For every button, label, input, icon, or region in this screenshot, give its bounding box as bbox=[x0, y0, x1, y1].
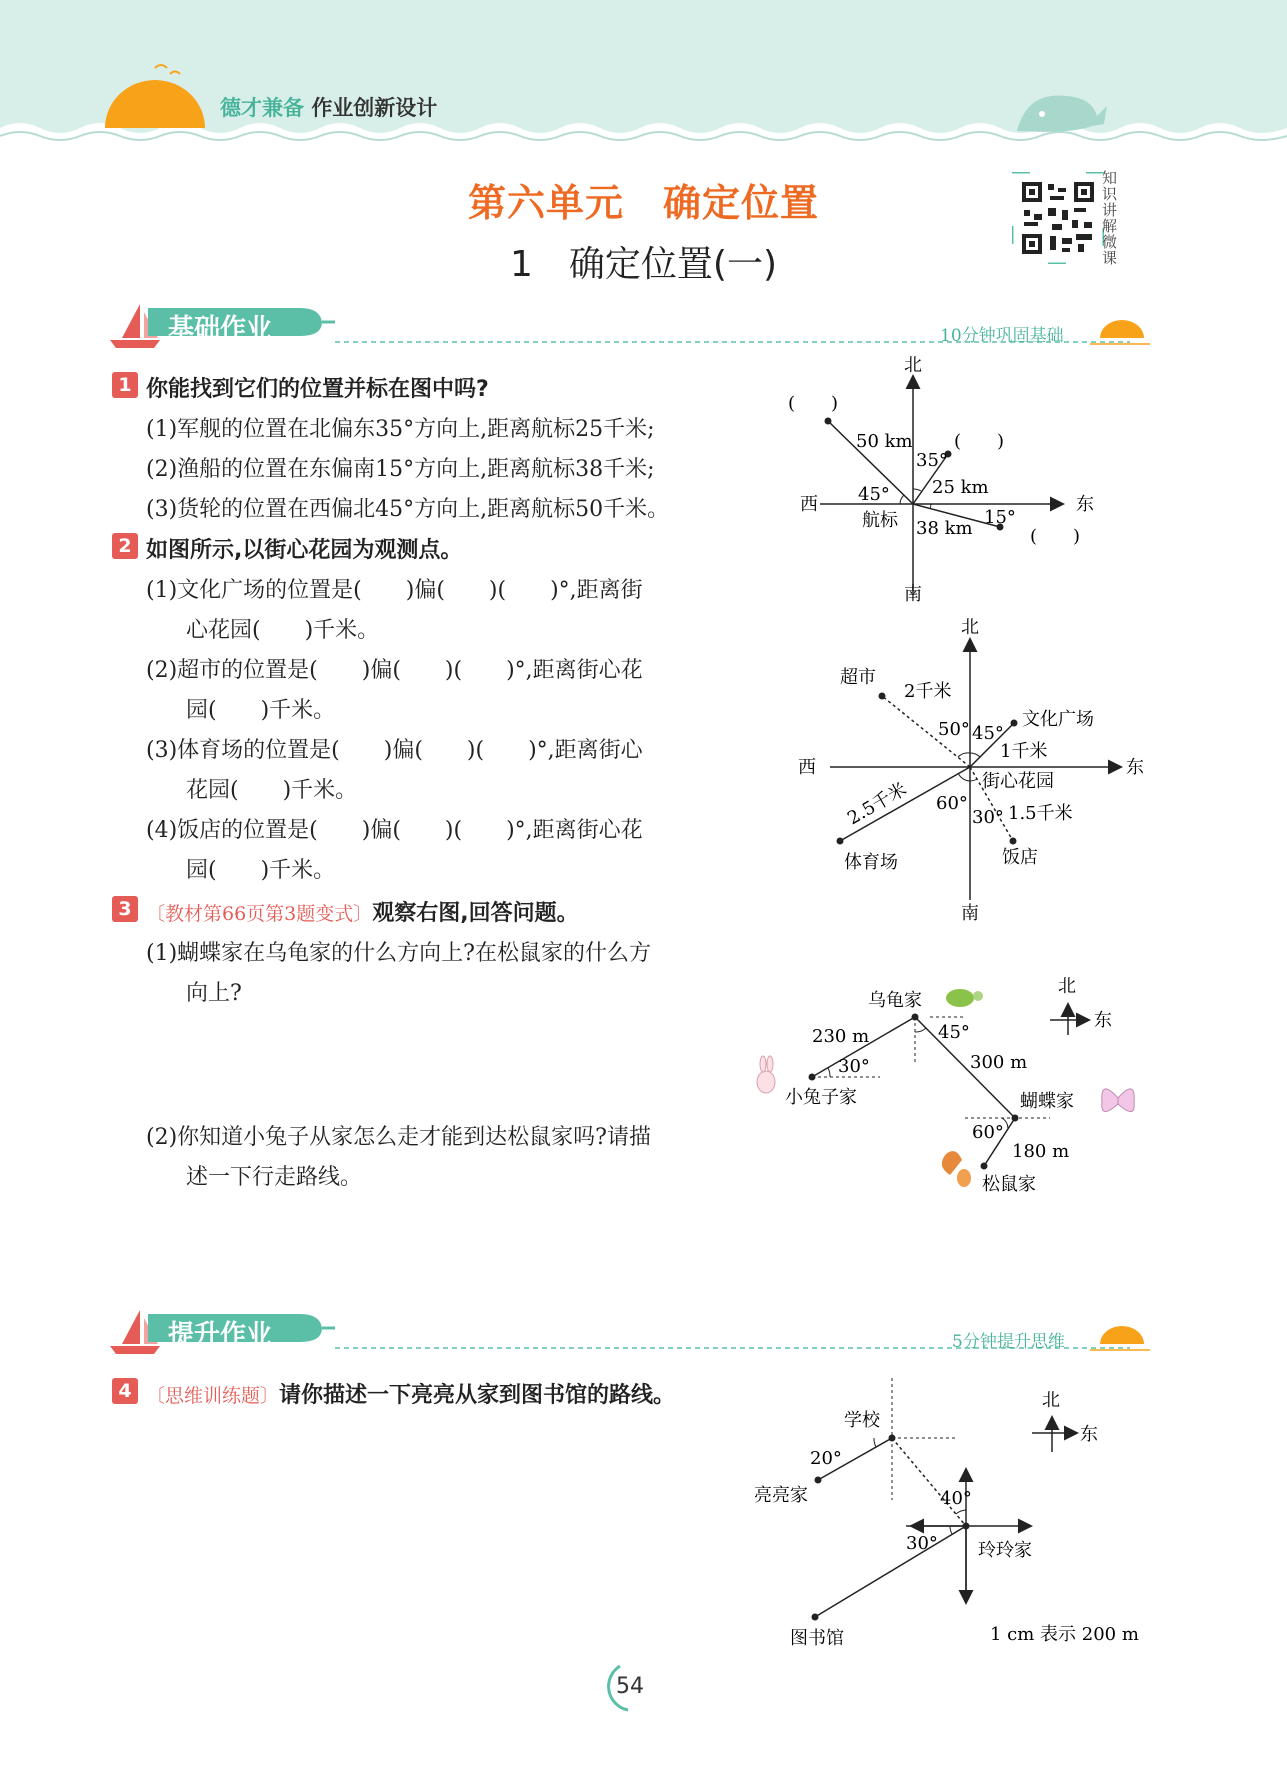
brand bbox=[220, 92, 437, 122]
question-item: (2)超市的位置是( )偏( )( )°,距离街心花 bbox=[146, 658, 643, 683]
question-item: (2)你知道小兔子从家怎么走才能到达松鼠家吗?请描 bbox=[146, 1125, 651, 1150]
butterfly-icon bbox=[1102, 1089, 1134, 1112]
point-rabbit bbox=[809, 1074, 816, 1081]
point-freighter bbox=[825, 418, 832, 425]
question-title bbox=[146, 1378, 675, 1409]
label-north: 北 bbox=[904, 355, 922, 376]
point-culture bbox=[1011, 720, 1018, 727]
question-item: 心花园( )千米。 bbox=[186, 618, 380, 643]
question-item: 园( )千米。 bbox=[186, 858, 336, 883]
label-restaurant: 饭店 bbox=[1002, 847, 1038, 868]
label-d25: 25 km bbox=[932, 477, 989, 498]
figure-1 bbox=[780, 355, 1110, 605]
qr-code-icon[interactable] bbox=[1012, 172, 1104, 264]
page-number: 54 bbox=[616, 1674, 644, 1699]
question-item: 向上? bbox=[186, 981, 242, 1006]
rabbit-icon bbox=[757, 1056, 775, 1093]
qr-label: 知识讲解微课 bbox=[1102, 169, 1118, 267]
point-library bbox=[812, 1614, 819, 1621]
label-stadium: 体育场 bbox=[844, 852, 898, 873]
section-note-advanced: 5分钟提升思维 bbox=[952, 1332, 1065, 1352]
label-center: 航标 bbox=[862, 510, 898, 531]
figure-2 bbox=[790, 615, 1150, 925]
label-d180: 180 m bbox=[1012, 1141, 1070, 1162]
question-item: (1)蝴蝶家在乌龟家的什么方向上?在松鼠家的什么方 bbox=[146, 941, 651, 966]
label-d50: 50 km bbox=[856, 431, 913, 452]
section-label-basic: 基础作业 bbox=[168, 314, 273, 344]
answer-blank[interactable]: ( ) bbox=[1030, 526, 1081, 547]
question-item: 园( )千米。 bbox=[186, 698, 336, 723]
label-a40: 40° bbox=[940, 1488, 972, 1509]
label-center: 街心花园 bbox=[982, 771, 1054, 792]
label-culture: 文化广场 bbox=[1022, 709, 1094, 730]
label-d1: 1千米 bbox=[1000, 741, 1048, 762]
label-a20: 20° bbox=[810, 1448, 842, 1469]
label-a30: 30° bbox=[838, 1056, 870, 1077]
section-note-basic: 10分钟巩固基础 bbox=[940, 326, 1064, 346]
label-a50: 50° bbox=[938, 719, 970, 740]
question-item: (1)军舰的位置在北偏东35°方向上,距离航标25千米; bbox=[146, 417, 655, 442]
question-number: 3 bbox=[112, 896, 138, 922]
label-d15: 1.5千米 bbox=[1008, 803, 1073, 824]
point-liangliang bbox=[815, 1477, 822, 1484]
question-tag: 〔教材第66页第3题变式〕 bbox=[146, 903, 373, 925]
question-item: 述一下行走路线。 bbox=[186, 1165, 363, 1190]
point-restaurant bbox=[1010, 838, 1017, 845]
label-east: 东 bbox=[1076, 494, 1094, 515]
brand-text: 作业创新设计 bbox=[311, 96, 438, 120]
label-library: 图书馆 bbox=[790, 1628, 844, 1649]
path-school-lingling bbox=[892, 1438, 966, 1526]
question-item: (3)货轮的位置在西偏北45°方向上,距离航标50千米。 bbox=[146, 497, 670, 522]
label-south: 南 bbox=[904, 584, 922, 605]
point-school bbox=[889, 1435, 896, 1442]
question-item: 花园( )千米。 bbox=[186, 778, 358, 803]
label-west: 西 bbox=[800, 494, 818, 515]
question-number: 2 bbox=[112, 533, 138, 559]
label-turtle: 乌龟家 bbox=[868, 990, 922, 1011]
label-a30: 30° bbox=[972, 807, 1004, 828]
label-north: 北 bbox=[1042, 1390, 1060, 1411]
question-item: (1)文化广场的位置是( )偏( )( )°,距离街 bbox=[146, 578, 643, 603]
label-rabbit: 小兔子家 bbox=[785, 1087, 857, 1108]
label-a35: 35° bbox=[916, 450, 948, 471]
point-supermarket bbox=[879, 693, 886, 700]
whale-icon bbox=[1012, 76, 1112, 136]
label-a45: 45° bbox=[938, 1022, 970, 1043]
question-tag: 〔思维训练题〕 bbox=[146, 1385, 280, 1407]
label-scale: 1 cm 表示 200 m bbox=[990, 1624, 1139, 1645]
question-title bbox=[146, 896, 579, 927]
label-supermarket: 超市 bbox=[840, 667, 876, 688]
label-a30: 30° bbox=[906, 1533, 938, 1554]
label-d25: 2.5千米 bbox=[844, 778, 911, 830]
label-east: 东 bbox=[1094, 1010, 1112, 1031]
figure-4 bbox=[740, 1370, 1150, 1660]
label-d300: 300 m bbox=[970, 1052, 1028, 1073]
label-lingling: 玲玲家 bbox=[978, 1540, 1032, 1561]
question-number: 1 bbox=[112, 372, 138, 398]
label-d230: 230 m bbox=[812, 1026, 870, 1047]
sun-logo-icon bbox=[100, 60, 210, 132]
figure-3 bbox=[750, 970, 1150, 1200]
label-a15: 15° bbox=[984, 507, 1016, 528]
unit-title: 第六单元 确定位置 bbox=[467, 181, 819, 225]
question-item: (2)渔船的位置在东偏南15°方向上,距离航标38千米; bbox=[146, 457, 655, 482]
question-number: 4 bbox=[112, 1378, 138, 1404]
lesson-title: 1 确定位置(一) bbox=[510, 244, 777, 285]
point-turtle bbox=[912, 1014, 919, 1021]
question-title: 你能找到它们的位置并标在图中吗? bbox=[146, 377, 489, 402]
label-east: 东 bbox=[1080, 1424, 1098, 1445]
label-north: 北 bbox=[961, 617, 979, 638]
question-item: (4)饭店的位置是( )偏( )( )°,距离街心花 bbox=[146, 818, 643, 843]
question-item: (3)体育场的位置是( )偏( )( )°,距离街心 bbox=[146, 738, 643, 763]
point-stadium bbox=[837, 838, 844, 845]
turtle-icon bbox=[946, 989, 983, 1007]
question-title-text: 请你描述一下亮亮从家到图书馆的路线。 bbox=[279, 1383, 676, 1408]
label-west: 西 bbox=[798, 757, 816, 778]
label-d38: 38 km bbox=[916, 518, 973, 539]
label-a45: 45° bbox=[972, 723, 1004, 744]
label-east: 东 bbox=[1126, 757, 1144, 778]
answer-blank[interactable]: ( ) bbox=[954, 431, 1005, 452]
label-south: 南 bbox=[961, 903, 979, 924]
brand-accent: 德才兼备 bbox=[220, 96, 304, 120]
section-label-advanced: 提升作业 bbox=[168, 1320, 273, 1350]
path-lingling-library bbox=[815, 1526, 966, 1617]
point-squirrel bbox=[981, 1163, 988, 1170]
squirrel-icon bbox=[942, 1151, 971, 1187]
point-lingling bbox=[963, 1523, 970, 1530]
point-butterfly bbox=[1012, 1115, 1019, 1122]
label-a60: 60° bbox=[972, 1122, 1004, 1143]
label-north: 北 bbox=[1058, 976, 1076, 997]
label-school: 学校 bbox=[844, 1410, 880, 1431]
question-title: 如图所示,以街心花园为观测点。 bbox=[146, 538, 463, 563]
label-butterfly: 蝴蝶家 bbox=[1020, 1091, 1074, 1112]
label-a60: 60° bbox=[936, 793, 968, 814]
label-squirrel: 松鼠家 bbox=[982, 1174, 1036, 1195]
answer-blank[interactable]: ( ) bbox=[788, 393, 839, 414]
label-d2: 2千米 bbox=[904, 681, 952, 702]
label-a45: 45° bbox=[858, 484, 890, 505]
question-title-text: 观察右图,回答问题。 bbox=[372, 901, 579, 926]
label-liangliang: 亮亮家 bbox=[754, 1485, 808, 1506]
